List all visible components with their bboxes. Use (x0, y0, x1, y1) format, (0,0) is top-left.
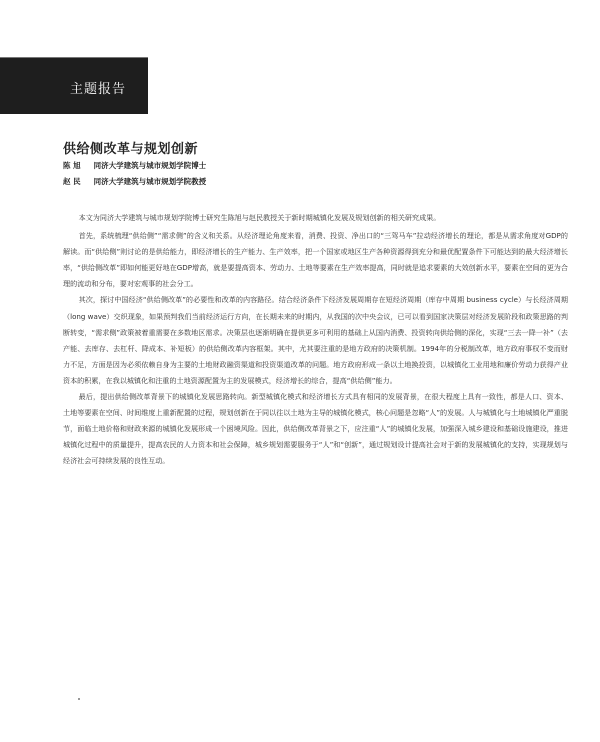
author-affiliation: 同济大学建筑与城市规划学院教授 (93, 177, 207, 186)
author-row (63, 176, 206, 187)
article-body (63, 210, 568, 470)
abstract-paragraph: 本文为同济大学建筑与城市规划学院博士研究生陈旭与赵民教授关于新时期城镇化发展及规划创新的相关研究成果。 (78, 213, 441, 222)
body-paragraph: 其次，探讨中国经济“供给侧改革”的必要性和改革的内容路径。结合经济条件下经济发展周期存在短经济周期（库存中周期 business cycle）与长经济周期（long wave）交织现象，如果预判我们当前经济运行方向，在长期未来的时期内，从我国的次中央会议，已可以看到国家决策层对经济发展阶段和政策思路的判断转变，“需求侧”政策被着重需要在多数地区需求。决策层也逐渐明确在提供更多可利用的基础上从国内消费、投资转向供给侧的深化，实现“三去一降一补”（去产能、去库存、去杠杆、降成本、补短板）的供给侧改革内容框架。其中，尤其要注重的是地方政府的决策机制。1994年的分税制改革，地方政府事权不变而财力不足，方面是因为必须依赖自身为主要的土地财政融资渠道和投资渠道改革的问题。地方政府形成一条以土地换投资，以城镇化工业用地和廉价劳动力获得产业资本的积累，在我以城镇化和注重的土地资源配置为主的发展模式，经济增长的综合，提高“供给侧”能力。 (63, 295, 568, 385)
section-label: 主题报告 (70, 82, 127, 97)
article-title: 供给侧改革与规划创新 (63, 142, 199, 157)
author-name: 陈 旭 (63, 161, 81, 170)
body-paragraph: 最后，提出供给侧改革背景下的城镇化发展思路转向。新型城镇化模式和经济增长方式具有相同的发展背景，在很大程度上具有一致性，都是人口、资本、土地等要素在空间、时间维度上重新配置的过程，规划创新在于同以往以土地为主导的城镇化模式，核心问题是忽略“人”的发展。人与城镇化与土地城镇化严重脱节，面临土地价格和财政来源的城镇化发展形成一个困境风险。因此，供给侧改革背景之下，应注重“人”的城镇化发展，加强深入城乡建设和基础设施建设，推进城镇化过程中的质量提升，提高农民的人力资本和社会保障，城乡规划需要服务于“人”和“创新”，通过规划设计提高社会对于新的发展城镇化的支持，实现规划与经济社会可持续发展的良性互动。 (63, 392, 568, 466)
scan-speck (78, 698, 80, 700)
author-name: 赵 民 (63, 177, 81, 186)
body-paragraph: 首先，系统梳理“供给侧”“需求侧”的含义和关系。从经济理论角度来看，消费、投资、净出口的“三驾马车”拉动经济增长的理论，都是从需求角度对GDP的解读。而“供给侧”则讨论的是供给能力，即经济增长的生产能力、生产效率，把一个国家或地区生产各种资源得到充分和最优配置条件下可能达到的最大经济增长率，“供给侧改革”即如何能更好地在GDP增高，就是要提高资本、劳动力、土地等要素在生产效率提高，同时就是追求要素的大效创新水平，要素在空间的更为合理的流动和分布，要对宏观事的社会分工。 (63, 231, 568, 289)
author-row (63, 160, 206, 171)
author-affiliation: 同济大学建筑与城市规划学院博士 (93, 161, 207, 170)
